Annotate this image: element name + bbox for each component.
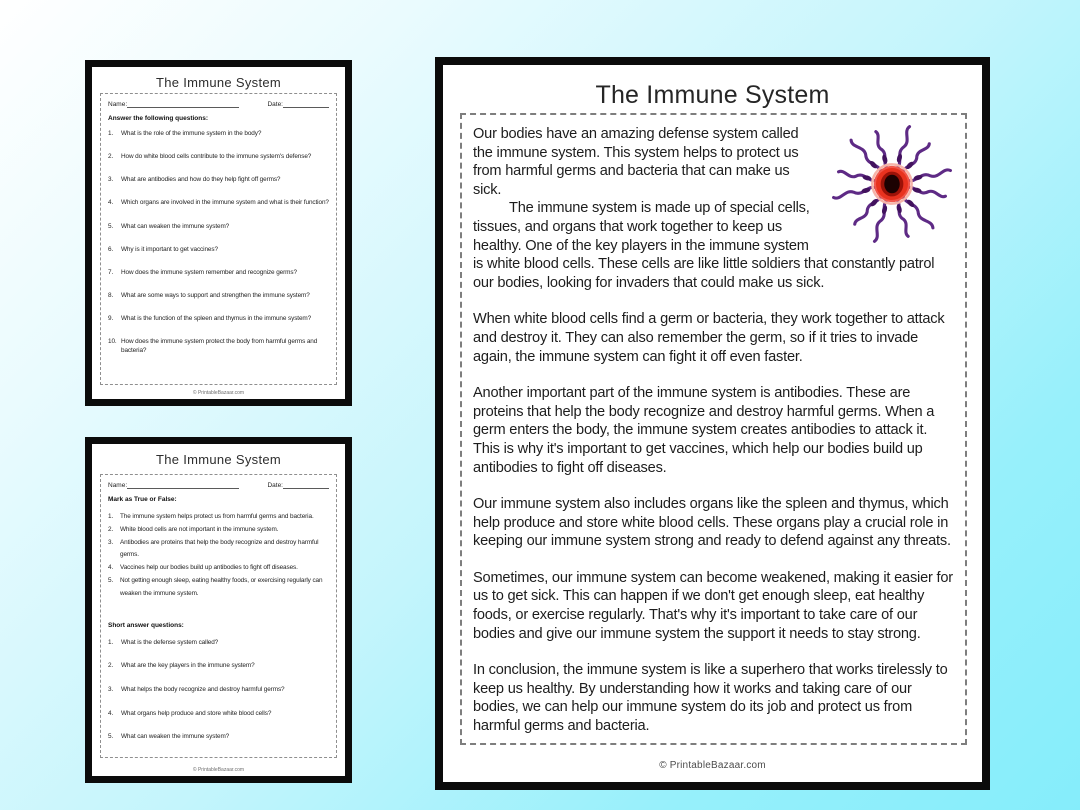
worksheet-content-box xyxy=(100,474,337,758)
list-item: 2. White blood cells are not important in the immune system. xyxy=(108,525,279,533)
truefalse-list xyxy=(108,511,329,601)
list-item: 2. What are the key players in the immune system? xyxy=(108,662,255,670)
date-blank-line xyxy=(283,100,329,108)
list-item: 5. What can weaken the immune system? xyxy=(108,222,230,230)
list-item: 4. What organs help produce and store white blood cells? xyxy=(108,709,272,717)
list-item: 3. What helps the body recognize and destroy harmful germs? xyxy=(108,685,285,693)
short-answer-heading: Short answer questions: xyxy=(108,621,184,629)
name-blank-line xyxy=(127,481,239,489)
page-title: The Immune System xyxy=(595,81,830,109)
germ-illustration xyxy=(830,122,954,246)
list-item: 5. Not getting enough sleep, eating healthy foods, or exercising regularly can weaken the immune system. xyxy=(108,577,323,597)
page-title: The Immune System xyxy=(155,452,282,467)
worksheet-content-box xyxy=(100,93,337,385)
list-item: 9. What is the function of the spleen and thymus in the immune system? xyxy=(108,315,312,323)
date-label: Date: xyxy=(267,101,283,108)
truefalse-worksheet-page xyxy=(85,437,352,783)
list-item: 8. What are some ways to support and strengthen the immune system? xyxy=(108,291,310,299)
list-item: 4. Vaccines help our bodies build up antibodies to fight off diseases. xyxy=(108,564,298,572)
list-item: 1. The immune system helps protect us from harmful germs and bacteria. xyxy=(108,513,314,520)
list-item: 4. Which organs are involved in the immune system and what is their function? xyxy=(108,199,329,207)
passage-page xyxy=(435,57,990,790)
list-item: 3. What are antibodies and how do they help fight off germs? xyxy=(108,176,281,184)
passage-paragraph: Sometimes, our immune system can become weakened, making it easier for us to get sick. This can happen if we don't get enough sleep, eat healthy foods, or exercise regularly. That's why it's important to take care of our bodies and give our immune system the support it needs to stay strong. xyxy=(473,569,953,642)
name-label: Name: xyxy=(108,101,128,108)
name-blank-line xyxy=(127,100,239,108)
list-item: 1. What is the defense system called? xyxy=(108,638,219,646)
copyright-footer: © PrintableBazaar.com xyxy=(659,760,766,771)
date-blank-line xyxy=(283,481,329,489)
passage-paragraph: Our bodies have an amazing defense system called the immune system. This system helps to protect us from harmful germs and bacteria that can make us sick. xyxy=(473,126,799,198)
list-item: 6. Why is it important to get vaccines? xyxy=(108,245,218,253)
passage-paragraph: When white blood cells find a germ or bacteria, they work together to attack and destroy it. They can also remember the germ, so if it tries to invade again, the immune system can fight it off even faster. xyxy=(473,311,945,365)
short-answer-list xyxy=(108,639,329,742)
date-label: Date: xyxy=(267,482,283,489)
name-date-row xyxy=(108,481,329,489)
passage-paragraph: In conclusion, the immune system is like a superhero that works tirelessly to keep us healthy. By understanding how it works and taking care of our bodies, we can help our immune system do its job and protect us from harmful germs and bacteria. xyxy=(473,662,948,735)
questions-list xyxy=(108,130,329,356)
list-item: 2. How do white blood cells contribute to the immune system's defense? xyxy=(108,153,312,161)
copyright-footer: © PrintableBazaar.com xyxy=(192,767,245,773)
list-item: 1. What is the role of the immune system in the body? xyxy=(108,130,262,137)
list-item: 3. Antibodies are proteins that help the body recognize and destroy harmful germs. xyxy=(108,538,319,559)
passage-paragraph: The immune system is made up of special cells, tissues, and organs that work together to keep us healthy. One of the key players in the immune system is white blood cells. These cells are like little soldiers that constantly patrol our bodies, looking for invaders that could make us sick. xyxy=(473,200,935,291)
list-item: 5. What can weaken the immune system? xyxy=(108,733,230,741)
list-item: 7. How does the immune system remember and recognize germs? xyxy=(108,268,297,276)
instruction-heading: Answer the following questions: xyxy=(108,115,209,122)
list-item: 10. How does the immune system protect the body from harmful germs and bacteria? xyxy=(108,338,318,354)
questions-worksheet-page xyxy=(85,60,352,406)
passage-paragraph: Our immune system also includes organs like the spleen and thymus, which help produce and store white blood cells. These organs play a crucial role in keeping our immune system strong and ready to defend against any threats. xyxy=(473,496,951,550)
truefalse-heading: Mark as True or False: xyxy=(108,496,177,503)
copyright-footer: © PrintableBazaar.com xyxy=(192,390,245,396)
passage-content-box xyxy=(460,113,967,745)
passage-paragraph: Another important part of the immune system is antibodies. These are proteins that help the body recognize and destroy harmful germs. When a germ enters the body, the immune system creates antibodies to attack it. This is why it's important to get vaccines, which help our bodies build up antibodies to fight off diseases. xyxy=(473,385,935,476)
page-title: The Immune System xyxy=(155,75,282,90)
name-label: Name: xyxy=(108,482,128,489)
name-date-row xyxy=(108,100,329,108)
